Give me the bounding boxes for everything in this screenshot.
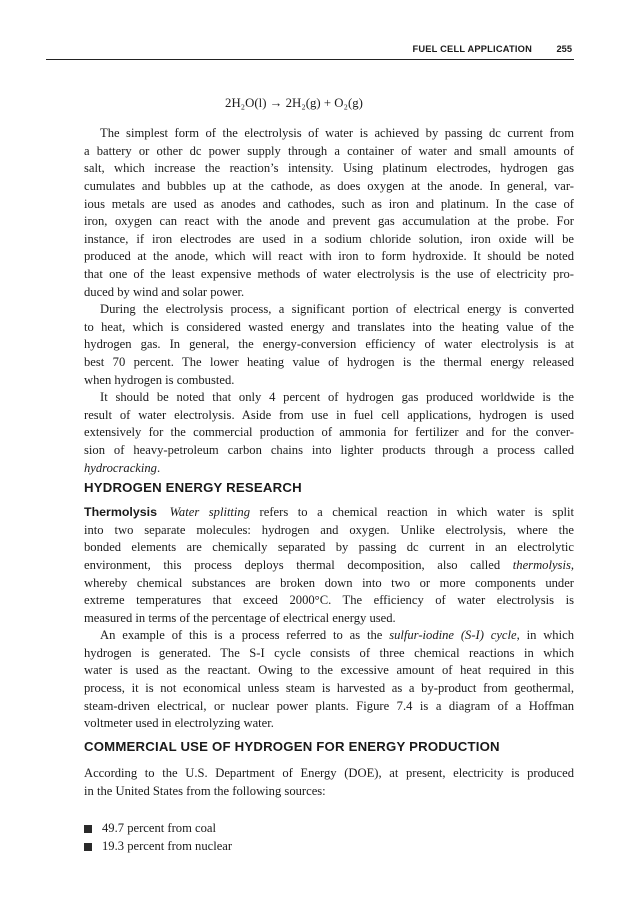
equation: 2H₂O(l) → 2H₂(g) + O₂(g)	[225, 96, 363, 110]
text-line: hydrocracking.	[84, 460, 161, 475]
text-line: extensively for the commercial production of ammonia for fertilizer and for the conver-	[84, 425, 574, 440]
text-line: instance, if iron electrodes are used in a sodium chloride solution, iron oxide will be	[84, 231, 574, 246]
text-line: measured in terms of the percentage of electrical energy used.	[84, 610, 396, 625]
text-line: into two separate molecules: hydrogen and oxygen. Unlike electrolysis, where the	[84, 522, 574, 537]
paragraph-energy-conversion	[84, 301, 574, 389]
text-line: whereby chemical substances are broken down into two or more components under	[84, 575, 574, 590]
text-line: process, it is not economical unless steam is harvested as a by-product from geothermal,	[84, 680, 574, 695]
section-heading-commercial-use: COMMERCIAL USE OF HYDROGEN FOR ENERGY PRODUCTION	[84, 739, 500, 754]
text-line: result of water electrolysis. Aside from use in fuel cell applications, hydrogen is used	[84, 407, 574, 422]
text-line: An example of this is a process referred to as the sulfur-iodine (S-I) cycle, in which	[100, 628, 574, 642]
text-line: hydrogen gas. In general, the energy-conversion efficiency of water electrolysis is at	[84, 337, 574, 352]
italic-term: Water splitting	[169, 505, 251, 519]
text-line: that one of the least expensive methods of water electrolysis is the use of electricity pro-	[84, 267, 574, 282]
text-line: Thermolysis Water splitting refers to a chemical reaction in which water is split	[84, 505, 574, 519]
paragraph-doe-sources	[84, 765, 574, 800]
paragraph-worldwide-hydrogen	[84, 389, 574, 477]
text-line: environment, this process deploys thermal decomposition, also called thermolysis,	[84, 557, 574, 572]
list-item: 49.7 percent from coal	[84, 820, 574, 838]
paragraph-thermolysis	[84, 504, 574, 627]
text-line: During the electrolysis process, a significant portion of electrical energy is converted	[100, 302, 574, 316]
text-line: bonded elements are chemically separated by passing dc current in an electrolytic	[84, 540, 574, 555]
text-line: extreme temperatures that exceed 2000°C. The efficiency of water electrolysis is	[84, 593, 574, 608]
text-line: water is used as the reactant. Owing to the excessive amount of heat required in this	[84, 663, 574, 678]
text-line: hydrogen is generated. The S-I cycle consists of three chemical reactions in which	[84, 645, 574, 660]
text-line: in the United States from the following sources:	[84, 783, 326, 798]
italic-term: sulfur-iodine (S-I) cycle,	[389, 628, 520, 642]
page-number: 255	[556, 44, 572, 54]
text-line: It should be noted that only 4 percent of hydrogen gas produced worldwide is the	[100, 390, 574, 404]
running-header	[46, 41, 574, 60]
text-line: iron, oxygen can react with the anode and prevent gas accumulation at the probe. For	[84, 214, 574, 229]
paragraph-sulfur-iodine	[84, 627, 574, 733]
bullet-square-icon	[84, 843, 92, 851]
paragraph-electrolysis-intro	[84, 125, 574, 301]
text-line: when hydrogen is combusted.	[84, 372, 235, 387]
list-item: 19.3 percent from nuclear	[84, 838, 574, 856]
italic-term: thermolysis,	[512, 557, 574, 572]
text-line: The simplest form of the electrolysis of water is achieved by passing dc current from	[100, 126, 574, 140]
text-line: produced at the anode, which will react with iron to form hydroxide. It should be noted	[84, 249, 574, 264]
text-line: duced by wind and solar power.	[84, 284, 245, 299]
section-heading-research: HYDROGEN ENERGY RESEARCH	[84, 480, 302, 495]
text-line: cumulates and bubbles up at the cathode, as does oxygen at the anode. In general, var-	[84, 178, 574, 193]
italic-term: hydrocracking	[84, 460, 157, 475]
text-line: sion of heavy-petroleum carbon chains into lighter products through a process called	[84, 442, 574, 457]
text-line: a battery or other dc power supply through a container of water and small amounts of	[84, 143, 574, 158]
text-line: According to the U.S. Department of Energy (DOE), at present, electricity is produced	[84, 766, 574, 780]
bullet-list	[84, 820, 574, 855]
text-line: ious metals are used as anodes and cathodes, such as iron and platinum. In the case of	[84, 196, 574, 211]
bullet-square-icon	[84, 825, 92, 833]
text-line: best 70 percent. The lower heating value of hydrogen is the thermal energy released	[84, 354, 574, 369]
text-line: voltmeter used in electrolyzing water.	[84, 716, 274, 731]
header-title: FUEL CELL APPLICATION	[412, 44, 532, 54]
text-line: to heat, which is considered wasted energy and translates into the heating value of the	[84, 319, 574, 334]
runin-heading: Thermolysis	[84, 505, 157, 519]
text-line: salt, which increase the reaction’s intensity. Using platinum electrodes, hydrogen gas	[84, 161, 574, 176]
text-line: steam-driven electrical, or nuclear power plants. Figure 7.4 is a diagram of a Hoffman	[84, 698, 574, 713]
